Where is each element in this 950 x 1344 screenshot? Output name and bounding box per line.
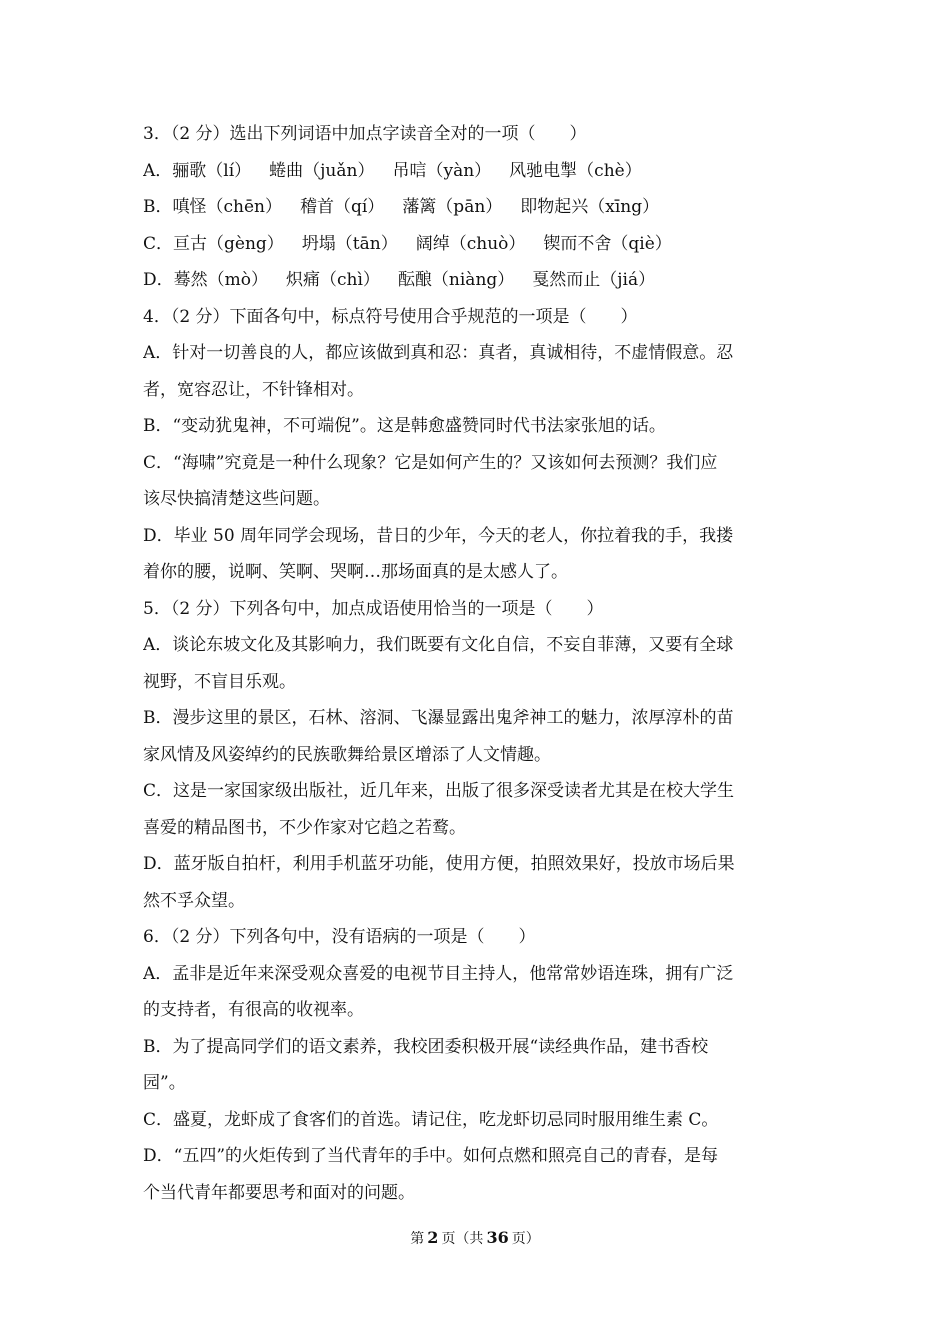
option-line: 该尽快搞清楚这些问题。 bbox=[143, 489, 330, 509]
option-line: B．“变动犹鬼神，不可端倪”。这是韩愈盛赞同时代书法家张旭的话。 bbox=[143, 416, 666, 436]
option-d bbox=[143, 518, 813, 591]
option-c: C．亘古（gèng） 坍塌（tān） 阔绰（chuò） 锲而不舍（qiè） bbox=[143, 233, 672, 254]
option-b bbox=[143, 700, 813, 773]
option-line: B．为了提高同学们的语文素养，我校团委积极开展“读经典作品，建书香校 bbox=[143, 1036, 709, 1057]
option-line: A．孟非是近年来深受观众喜爱的电视节目主持人，他常常妙语连珠，拥有广泛 bbox=[143, 963, 734, 984]
option-b bbox=[143, 408, 813, 445]
question-6 bbox=[143, 919, 813, 1211]
option-d bbox=[143, 846, 813, 919]
option-line: 个当代青年都要思考和面对的问题。 bbox=[143, 1182, 415, 1203]
option-b: B．嗔怪（chēn） 稽首（qí） 藩篱（pān） 即物起兴（xīng） bbox=[143, 197, 660, 217]
option-line: 然不孚众望。 bbox=[143, 890, 245, 911]
questions-container bbox=[143, 116, 813, 1211]
option-c bbox=[143, 1102, 813, 1139]
page-footer: 第 2 页（共 36 页） bbox=[410, 1228, 540, 1247]
question-stem: 4．（2 分）下面各句中，标点符号使用合乎规范的一项是（ ） bbox=[143, 306, 638, 327]
option-a bbox=[143, 956, 813, 1029]
option-b bbox=[143, 1029, 813, 1102]
option-line: C．“海啸”究竟是一种什么现象？它是如何产生的？又该如何去预测？我们应 bbox=[143, 452, 718, 473]
page-number: 2 bbox=[427, 1228, 439, 1247]
total-pages: 36 bbox=[486, 1228, 509, 1247]
option-line: B．漫步这里的景区，石林、溶洞、飞瀑显露出鬼斧神工的魅力，浓厚淳朴的苗 bbox=[143, 708, 734, 728]
question-stem: 3．（2 分）选出下列词语中加点字读音全对的一项（ ） bbox=[143, 124, 587, 144]
option-line: 家风情及风姿绰约的民族歌舞给景区增添了人文情趣。 bbox=[143, 744, 551, 765]
option-c bbox=[143, 773, 813, 846]
option-line: 园”。 bbox=[143, 1073, 186, 1093]
option-line: A．针对一切善良的人，都应该做到真和忍：真者，真诚相待，不虚情假意。忍 bbox=[143, 343, 734, 363]
question-stem: 5．（2 分）下列各句中，加点成语使用恰当的一项是（ ） bbox=[143, 598, 604, 619]
option-line: C．这是一家国家级出版社，近几年来，出版了很多深受读者尤其是在校大学生 bbox=[143, 781, 735, 801]
option-d bbox=[143, 1138, 813, 1211]
option-line: 视野，不盲目乐观。 bbox=[143, 671, 296, 692]
question-5 bbox=[143, 591, 813, 920]
option-a: A．骊歌（lí） 蜷曲（juǎn） 吊唁（yàn） 风驰电掣（chè） bbox=[143, 160, 642, 181]
question-4 bbox=[143, 299, 813, 591]
option-line: 喜爱的精品图书，不少作家对它趋之若鹜。 bbox=[143, 817, 466, 838]
option-line: A．谈论东坡文化及其影响力，我们既要有文化自信，不妄自菲薄，又要有全球 bbox=[143, 635, 734, 655]
option-a bbox=[143, 335, 813, 408]
option-c bbox=[143, 445, 813, 518]
question-stem: 6．（2 分）下列各句中，没有语病的一项是（ ） bbox=[143, 927, 536, 947]
option-line: 着你的腰，说啊、笑啊、哭啊…那场面真的是太感人了。 bbox=[143, 562, 568, 582]
option-a bbox=[143, 627, 813, 700]
option-line: D．“五四”的火炬传到了当代青年的手中。如何点燃和照亮自己的青春，是每 bbox=[143, 1146, 719, 1166]
option-line: C．盛夏，龙虾成了食客们的首选。请记住，吃龙虾切忌同时服用维生素 C。 bbox=[143, 1109, 719, 1130]
question-3 bbox=[143, 116, 813, 299]
option-d: D．蓦然（mò） 炽痛（chì） 酝酿（niàng） 戛然而止（jiá） bbox=[143, 270, 656, 290]
option-line: 者，宽容忍让，不针锋相对。 bbox=[143, 379, 364, 400]
option-line: D．毕业 50 周年同学会现场，昔日的少年，今天的老人，你拉着我的手，我搂 bbox=[143, 525, 734, 546]
option-line: 的支持者，有很高的收视率。 bbox=[143, 1000, 364, 1020]
option-line: D．蓝牙版自拍杆，利用手机蓝牙功能，使用方便，拍照效果好，投放市场后果 bbox=[143, 854, 735, 874]
